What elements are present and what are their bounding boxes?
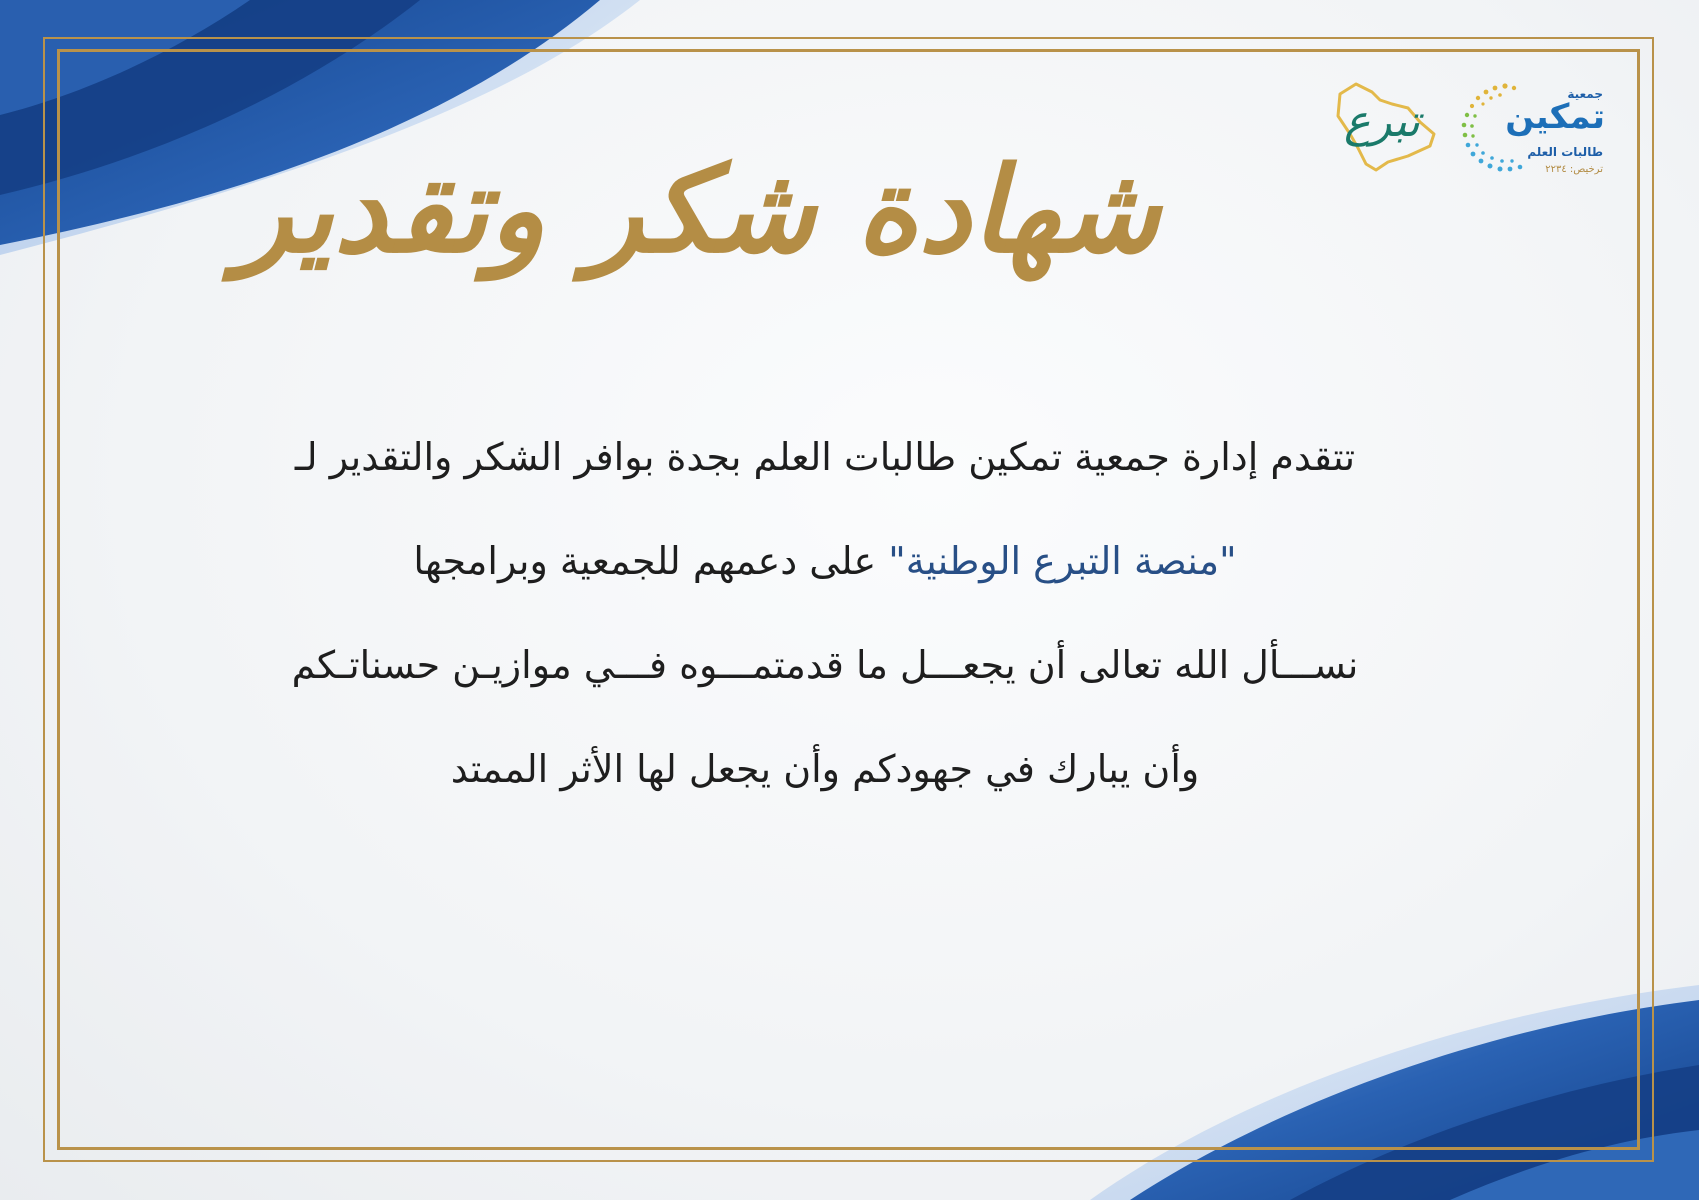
tamkeen-subtitle: طالبات العلم xyxy=(1527,145,1603,159)
honoree-name: "منصة التبرع الوطنية" xyxy=(888,539,1237,583)
body-line-4: وأن يبارك في جهودكم وأن يجعل لها الأثر الممتد xyxy=(450,747,1200,791)
body-line-1: تتقدم إدارة جمعية تمكين طالبات العلم بجدة بوافر الشكر والتقدير لـ xyxy=(294,435,1356,479)
tamkeen-association-label: جمعية xyxy=(1567,87,1603,101)
certificate-title: شهادة شكر وتقدير xyxy=(235,140,1160,279)
tamkeen-name: تمكين xyxy=(1505,97,1605,137)
certificate-body xyxy=(250,405,1400,821)
tamkeen-logo xyxy=(1455,78,1615,188)
tabarru-logo xyxy=(1322,78,1452,178)
body-line-2 xyxy=(250,509,1400,613)
body-line-2-rest: على دعمهم للجمعية وبرامجها xyxy=(413,539,889,583)
tamkeen-license: ترخيص: ٢٢٣٤ xyxy=(1545,164,1603,175)
tabarru-name: تبرع xyxy=(1344,96,1421,147)
body-line-3: نســـأل الله تعالى أن يجعـــل ما قدمتمـــوه فـــي موازيـن حسناتـكم xyxy=(291,643,1359,687)
